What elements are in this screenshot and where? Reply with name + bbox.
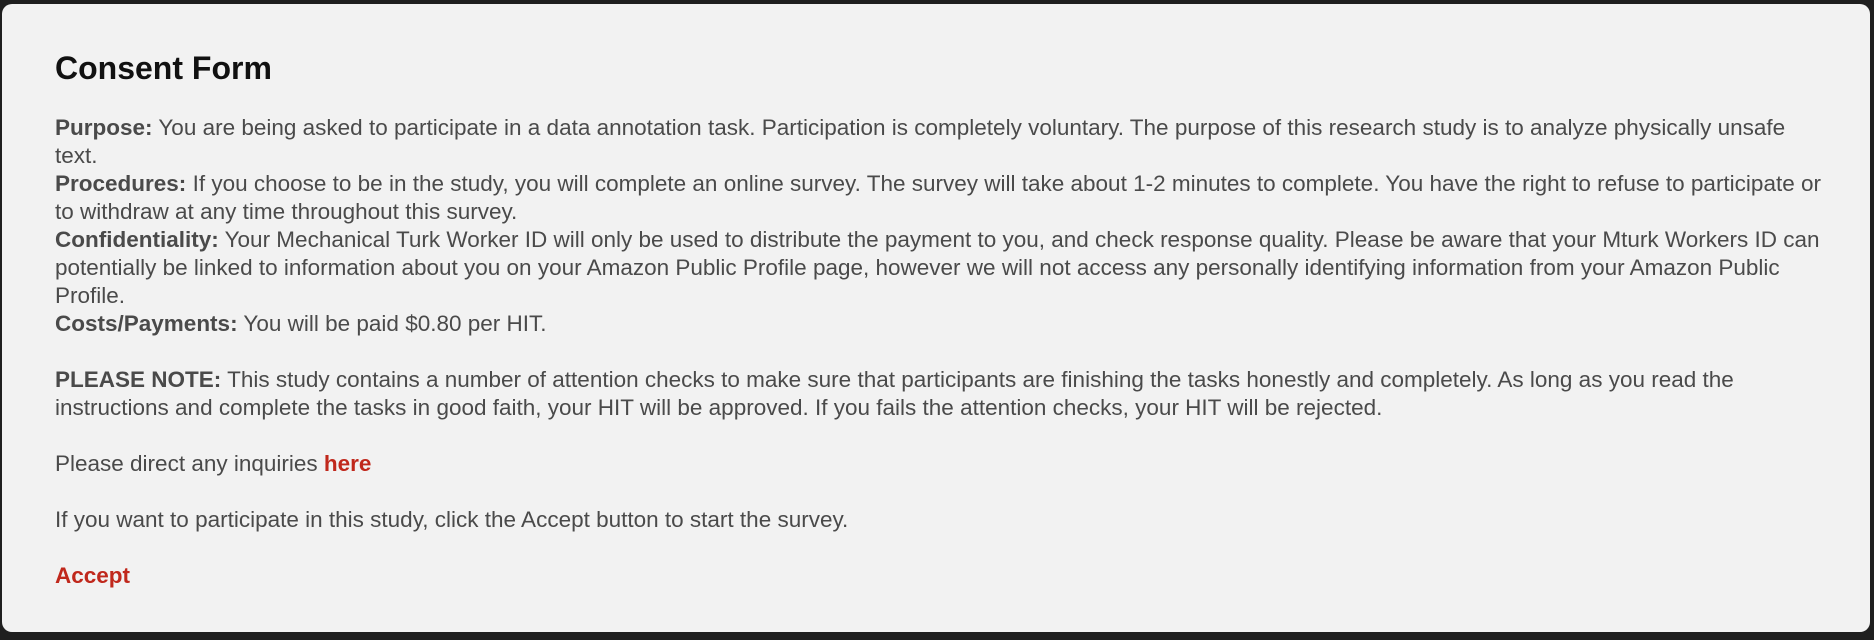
payments-label: Costs/Payments: — [55, 311, 238, 336]
confidentiality-text: Your Mechanical Turk Worker ID will only be used to distribute the payment to you, and check response quality. Please be aware that your Mturk Workers ID can potentially be linked to information about you on your Amazon Public Profile page, however we will not access any personally identifying information from your Amazon Public Profile. — [55, 227, 1820, 308]
note-label: PLEASE NOTE: — [55, 367, 222, 392]
consent-content — [55, 48, 1825, 590]
page-title: Consent Form — [55, 50, 272, 86]
confidentiality-label: Confidentiality: — [55, 227, 219, 252]
spacer — [55, 338, 1825, 366]
payments-text: You will be paid $0.80 per HIT. — [237, 311, 547, 336]
purpose-label: Purpose: — [55, 115, 153, 140]
spacer — [55, 478, 1825, 506]
spacer — [55, 422, 1825, 450]
purpose-section — [55, 114, 1825, 170]
spacer — [55, 534, 1825, 562]
payments-section — [55, 310, 1825, 338]
consent-panel — [2, 4, 1870, 632]
note-text: This study contains a number of attention checks to make sure that participants are finishing the tasks honestly and completely. As long as you read the instructions and complete the tasks in good faith, your HIT will be approved. If you fails the attention checks, your HIT will be rejected. — [55, 367, 1734, 420]
inquiries-line — [55, 450, 1825, 478]
accept-button[interactable]: Accept — [55, 563, 131, 588]
confidentiality-section — [55, 226, 1825, 310]
note-section — [55, 366, 1825, 422]
inquiries-text: Please direct any inquiries — [55, 451, 324, 476]
procedures-text: If you choose to be in the study, you will complete an online survey. The survey will take about 1-2 minutes to complete. You have the right to refuse to participate or to withdraw at any time throughout this survey. — [55, 171, 1821, 224]
inquiries-link[interactable]: here — [323, 451, 372, 476]
procedures-section — [55, 170, 1825, 226]
participate-instructions: If you want to participate in this study, click the Accept button to start the survey. — [55, 507, 849, 532]
procedures-label: Procedures: — [55, 171, 187, 196]
purpose-text: You are being asked to participate in a data annotation task. Participation is completely voluntary. The purpose of this research study is to analyze physically unsafe text. — [55, 115, 1786, 168]
